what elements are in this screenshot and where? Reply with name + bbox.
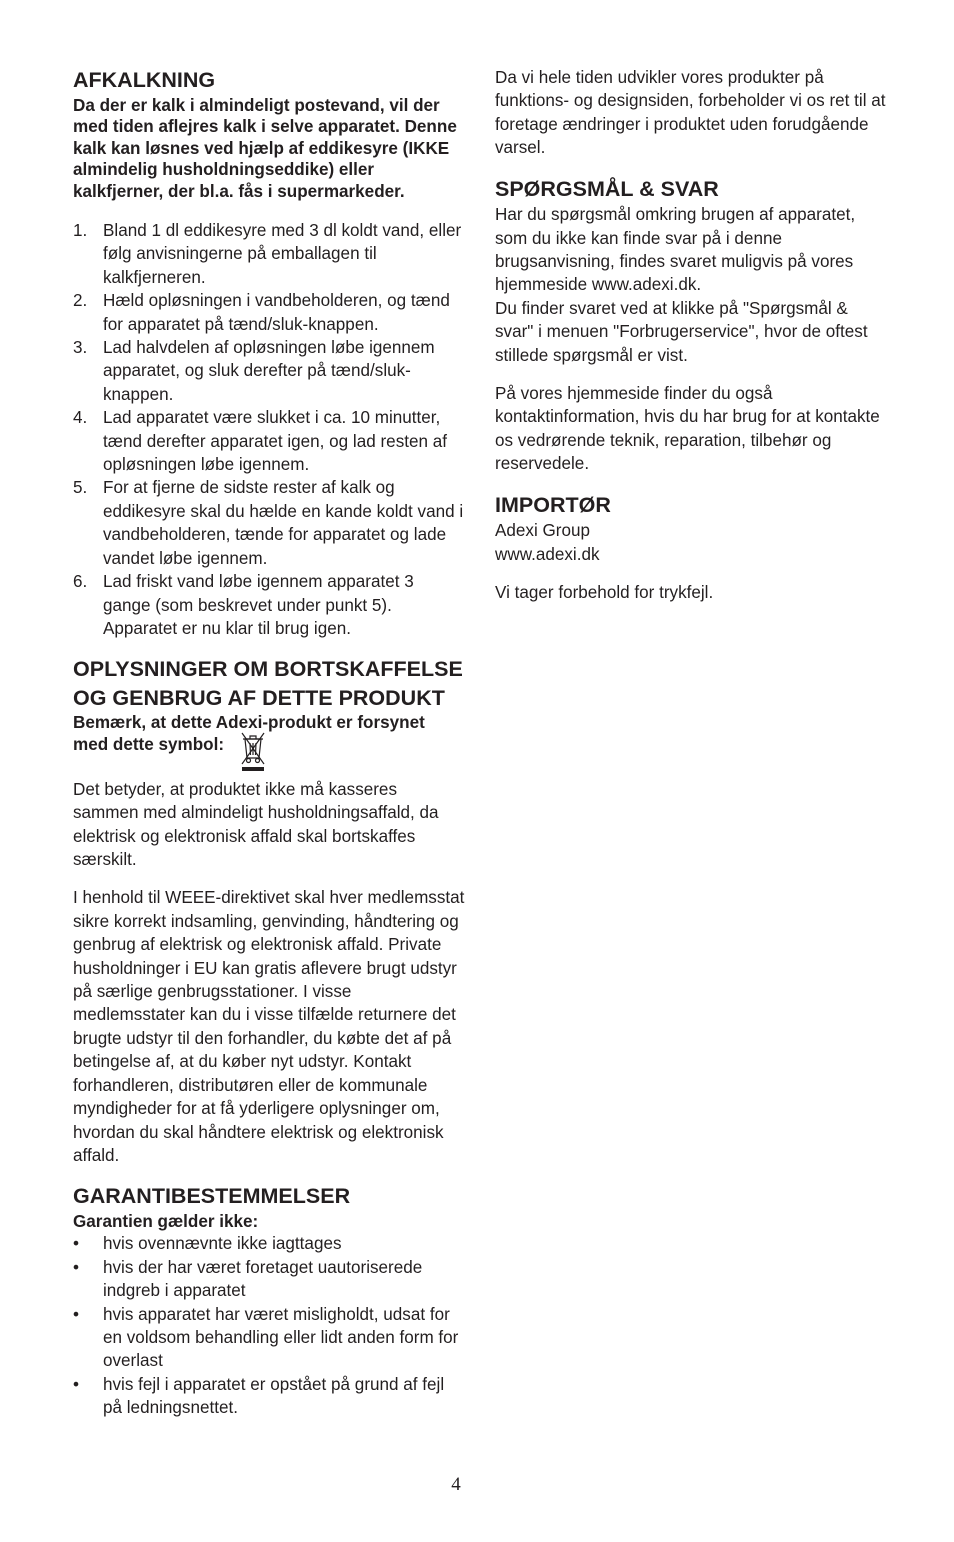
list-item: • hvis der har været foretaget uautoriserede indgreb i apparatet [73,1257,423,1301]
left-column [73,66,465,1420]
development-notice: Da vi hele tiden udvikler vores produkter på funktions- og designsiden, forbeholder vi os ret til at foretage ændringer i produktet uden forudgående varsel. [495,68,886,158]
warranty-list [73,1232,465,1419]
page-number: 4 [451,1474,461,1495]
warranty-heading: GARANTIBESTEMMELSER [73,1184,351,1209]
step-item: 1. Bland 1 dl eddikesyre med 3 dl koldt vand, eller følg anvisningerne på emballagen til kalkfjerneren. [73,221,462,287]
faq-paragraph-1: Har du spørgsmål omkring brugen af apparatet, som du ikke kan finde svar på i denne brugsanvisning, findes svaret muligvis på vores hjemmeside www.adexi.dk. [495,205,856,295]
print-disclaimer: Vi tager forbehold for trykfejl. [495,582,714,602]
descaling-steps [73,219,465,640]
faq-paragraph-2: Du finder svaret ved at klikke på "Spørgsmål & svar" i menuen "Forbrugerservice", hvor de oftest stillede spørgsmål er vist. [495,298,868,365]
disposal-paragraph-2: I henhold til WEEE-direktivet skal hver medlemsstat sikre korrekt indsamling, genvinding, håndtering og genbrug af elektrisk og elektronisk affald. Private husholdninger i EU kan gratis aflevere brugt udstyr på særlige genbrugsstationer. I visse medlemsstater kan du i visse tilfælde returnere det brugte udstyr til den forhandler, du købte det af på betingelse af, at du køber nyt udstyr. Kontakt forhandleren, distributøren eller de kommunale myndigheder for at få yderligere oplysninger om, hvordan du skal håndtere elektrisk og elektronisk affald. [73,888,465,1165]
list-item: • hvis fejl i apparatet er opstået på grund af fejl på ledningsnettet. [73,1374,445,1418]
step-item: 4. Lad apparatet være slukket i ca. 10 minutter, tænd derefter apparatet igen, og lad resten af opløsningen løbe igennem. [73,408,448,475]
importer-heading: IMPORTØR [495,492,611,517]
disposal-heading: OPLYSNINGER OM BORTSKAFFELSE OG GENBRUG AF DETTE PRODUKT [73,657,463,710]
importer-name: Adexi Group [495,521,591,541]
list-item: • hvis apparatet har været misligholdt, udsat for en voldsom behandling eller lidt anden form for overlast [73,1304,459,1371]
step-item: 6. Lad friskt vand løbe igennem apparatet 3 gange (som beskrevet under punkt 5). Apparatet er nu klar til brug igen. [73,572,414,638]
disposal-paragraph-1: Det betyder, at produktet ikke må kasseres sammen med almindeligt husholdningsaffald, da elektrisk og elektronisk affald skal bortskaffes særskilt. [73,779,439,870]
step-item: 5. For at fjerne de sidste rester af kalk og eddikesyre skal du hælde en kande koldt vand i vandbeholderen, tænde for apparatet og lade vandet løbe igennem. [73,478,464,568]
symbol-line: med dette symbol: [73,734,465,772]
step-item: 3. Lad halvdelen af opløsningen løbe igennem apparatet, og sluk derefter på tænd/sluk-knappen. [73,338,435,404]
right-column [495,66,887,604]
descaling-heading: AFKALKNING [73,68,216,92]
warranty-subheading: Garantien gælder ikke: [73,1211,259,1231]
disposal-note: Bemærk, at dette Adexi-produkt er forsynet [73,713,425,733]
faq-heading: SPØRGSMÅL & SVAR [495,176,719,201]
crossed-out-wheelie-bin-icon [238,730,268,772]
importer-url: www.adexi.dk [495,544,600,564]
step-item: 2. Hæld opløsningen i vandbeholderen, og tænd for apparatet på tænd/sluk-knappen. [73,291,450,334]
faq-paragraph-3: På vores hjemmeside finder du også kontaktinformation, hvis du har brug for at kontakte os vedrørende teknik, reparation, tilbehør og reservedele. [495,383,880,474]
descaling-lead: Da der er kalk i almindeligt postevand, vil der med tiden aflejres kalk i selve apparatet. Denne kalk kan løsnes ved hjælp af eddikesyre (IKKE almindelig husholdningseddike) eller kalkfjerner, der bl.a. fås i supermarkeder. [73,95,457,201]
list-item: • hvis ovennævnte ikke iagttages [73,1234,342,1254]
